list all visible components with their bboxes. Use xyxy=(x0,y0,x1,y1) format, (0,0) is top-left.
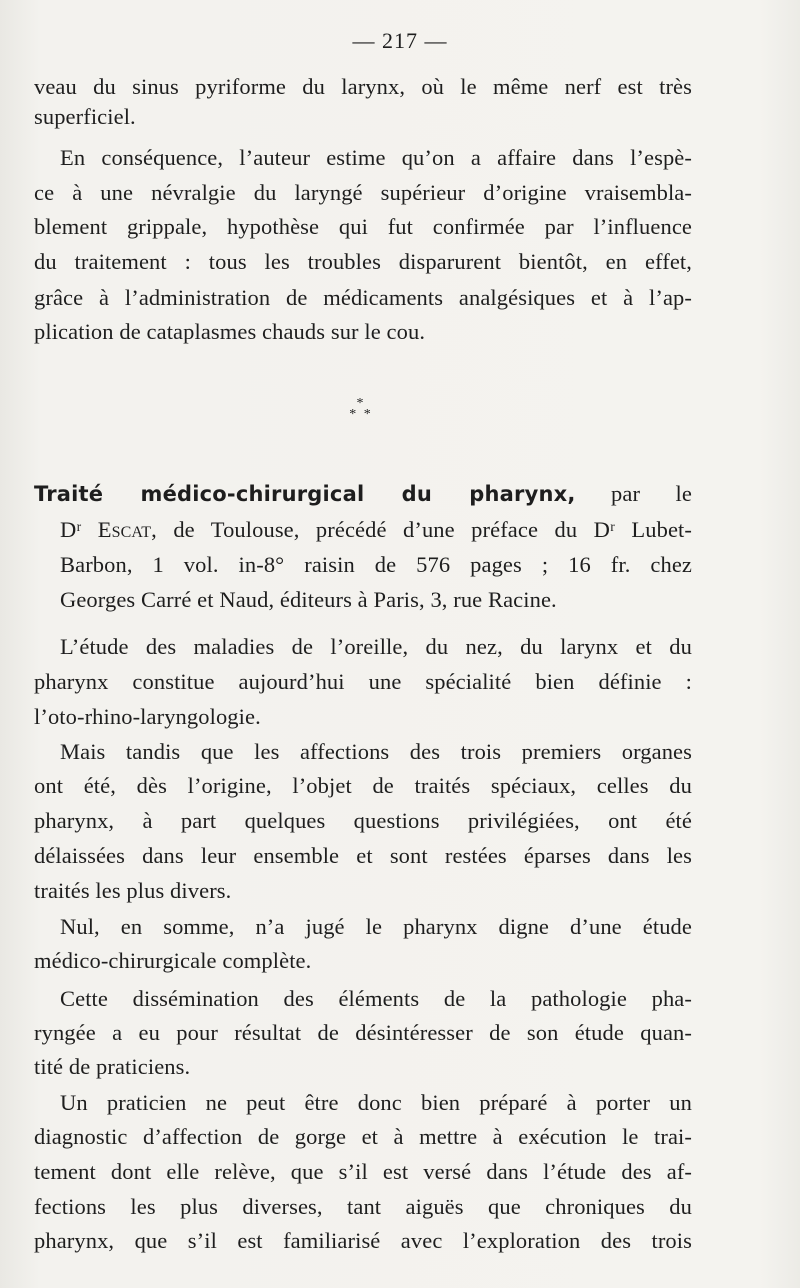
text-line: ryngée a eu pour résultat de désintéresser de son étude quan- xyxy=(34,1020,692,1045)
text-line: du traitement : tous les troubles disparurent bientôt, en effet, xyxy=(34,249,692,274)
review-reference-line: Georges Carré et Naud, éditeurs à Paris, 3, rue Racine. xyxy=(60,587,557,612)
text-line: Mais tandis que les affections des trois premiers organes xyxy=(60,739,692,764)
text-line: Nul, en somme, n’a jugé le pharynx digne d’une étude xyxy=(60,914,692,939)
review-heading-rest: par le xyxy=(611,481,692,506)
asterism-top: * xyxy=(356,396,366,411)
text-line: grâce à l’administration de médicaments analgésiques et à l’ap- xyxy=(34,285,692,310)
doctor-abbrev: Dʳ xyxy=(60,517,98,542)
review-reference-line xyxy=(60,515,692,545)
text-line: En conséquence, l’auteur estime qu’on a affaire dans l’espè- xyxy=(60,145,692,170)
page-number: — 217 — xyxy=(352,28,448,53)
text-line: médico-chirurgicale complète. xyxy=(34,948,312,973)
text-line: veau du sinus pyriforme du larynx, où le même nerf est très xyxy=(34,74,692,99)
text-line: L’étude des maladies de l’oreille, du nez, du larynx et du xyxy=(60,634,692,659)
text-line: ont été, dès l’origine, l’objet de traités spéciaux, celles du xyxy=(34,773,692,798)
text-line: ce à une névralgie du laryngé supérieur d’origine vraisembla- xyxy=(34,180,692,205)
text-line: traités les plus divers. xyxy=(34,878,232,903)
text-line: pharynx, que s’il est familiarisé avec l’exploration des trois xyxy=(34,1228,692,1253)
text-line: pharynx constitue aujourd’hui une spécialité bien définie : xyxy=(34,669,692,694)
text-line: l’oto-rhino-laryngologie. xyxy=(34,704,261,729)
text-line: tement dont elle relève, que s’il est versé dans l’étude des af- xyxy=(34,1159,692,1184)
text-line: délaissées dans leur ensemble et sont restées éparses dans les xyxy=(34,843,692,868)
text-line: Un praticien ne peut être donc bien préparé à porter un xyxy=(60,1090,692,1115)
asterism-separator xyxy=(346,398,376,420)
text-line: tité de praticiens. xyxy=(34,1054,191,1079)
text-line: diagnostic d’affection de gorge et à mettre à exécution le trai- xyxy=(34,1124,692,1149)
text-line: Cette dissémination des éléments de la pathologie pha- xyxy=(60,986,692,1011)
text-line: pharynx, à part quelques questions privilégiées, ont été xyxy=(34,808,692,833)
reference-text: , de Toulouse, précédé d’une préface du Dʳ Lubet- xyxy=(151,517,692,542)
review-heading-line xyxy=(34,479,692,509)
review-book-title: Traité médico-chirurgical du pharynx, xyxy=(34,482,576,506)
asterism-bottom: * * xyxy=(349,407,373,422)
review-reference-line: Barbon, 1 vol. in-8° raisin de 576 pages ; 16 fr. chez xyxy=(60,552,692,577)
text-line: blement grippale, hypothèse qui fut confirmée par l’influence xyxy=(34,214,692,239)
text-line: superficiel. xyxy=(34,104,136,129)
text-line: fections les plus diverses, tant aiguës que chroniques du xyxy=(34,1194,692,1219)
author-name: Escat xyxy=(97,517,152,542)
text-line: plication de cataplasmes chauds sur le cou. xyxy=(34,319,426,344)
